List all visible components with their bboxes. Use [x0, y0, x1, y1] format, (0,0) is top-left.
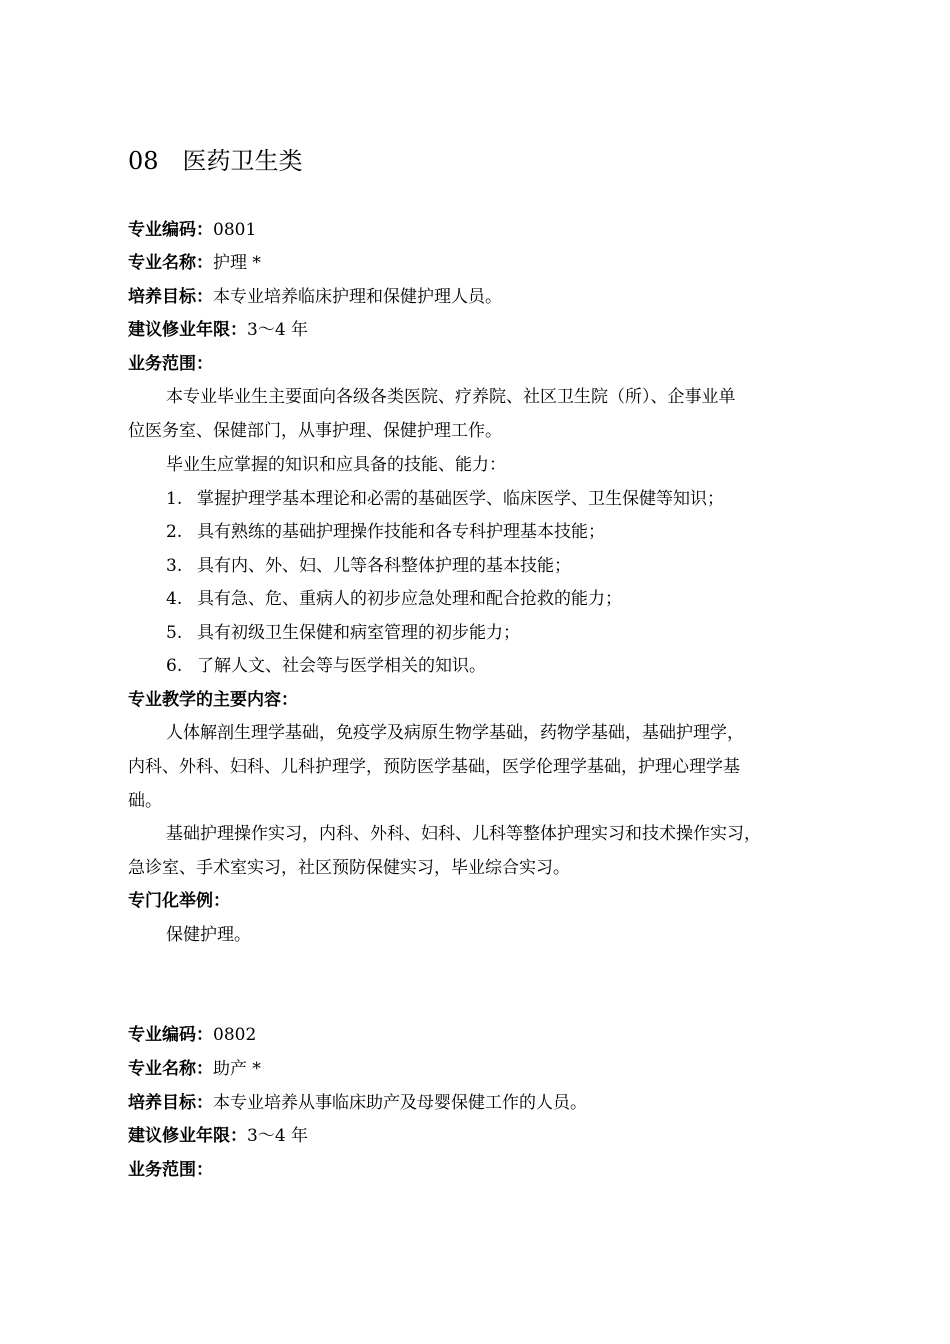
- teaching-paragraph-cont: 内科、外科、妇科、儿科护理学，预防医学基础，医学伦理学基础，护理心理学基: [128, 757, 740, 777]
- field-label: 专业编码：: [128, 220, 213, 240]
- skill-item: [166, 620, 520, 646]
- skill-text: 具有熟练的基础护理操作技能和各专科护理基本技能；: [197, 522, 605, 542]
- major-name: 护理 *: [213, 253, 261, 273]
- specialization-heading: [128, 888, 230, 914]
- study-years: 3～4 年: [247, 1126, 309, 1146]
- study-years: 3～4 年: [247, 320, 309, 340]
- training-goal: 本专业培养临床护理和保健护理人员。: [213, 287, 502, 307]
- skill-number: 1.: [166, 489, 183, 509]
- skill-text: 具有初级卫生保健和病室管理的初步能力；: [197, 623, 520, 643]
- scope-paragraph: 本专业毕业生主要面向各级各类医院、疗养院、社区卫生院（所）、企事业单: [166, 387, 736, 407]
- teaching-paragraph: 基础护理操作实习，内科、外科、妇科、儿科等整体护理实习和技术操作实习，: [166, 824, 761, 844]
- chapter-number: 08: [128, 147, 159, 175]
- study-years-line: [128, 317, 308, 343]
- skill-item: [166, 653, 486, 679]
- major-name: 助产 *: [213, 1059, 261, 1079]
- major-code: 0802: [213, 1025, 257, 1045]
- skill-item: [166, 519, 605, 545]
- skill-number: 3.: [166, 556, 183, 576]
- field-label: 业务范围：: [128, 1160, 213, 1180]
- field-label: 培养目标：: [128, 1093, 213, 1113]
- field-label: 专业编码：: [128, 1025, 213, 1045]
- major-name-line: [128, 250, 261, 276]
- field-label: 专业教学的主要内容：: [128, 690, 298, 710]
- teaching-paragraph-cont: 急诊室、手术室实习，社区预防保健实习，毕业综合实习。: [128, 858, 570, 878]
- field-label: 业务范围：: [128, 354, 213, 374]
- field-label: 建议修业年限：: [128, 1126, 247, 1146]
- skill-text: 掌握护理学基本理论和必需的基础医学、临床医学、卫生保健等知识；: [197, 489, 724, 509]
- field-label: 培养目标：: [128, 287, 213, 307]
- field-label: 专业名称：: [128, 1059, 213, 1079]
- chapter-title: 医药卫生类: [182, 147, 303, 175]
- skill-text: 了解人文、社会等与医学相关的知识。: [197, 656, 486, 676]
- specialization-text: 保健护理。: [166, 925, 251, 945]
- training-goal-line: [128, 284, 502, 310]
- skill-item: [166, 486, 724, 512]
- major-code: 0801: [213, 220, 257, 240]
- business-scope-heading: [128, 1157, 213, 1183]
- teaching-paragraph: 人体解剖生理学基础，免疫学及病原生物学基础，药物学基础，基础护理学，: [166, 723, 744, 743]
- chapter-heading: [128, 145, 303, 177]
- training-goal-line: [128, 1090, 587, 1116]
- teaching-content-heading: [128, 687, 298, 713]
- skill-text: 具有内、外、妇、儿等各科整体护理的基本技能；: [197, 556, 571, 576]
- skill-number: 4.: [166, 589, 183, 609]
- field-label: 专门化举例：: [128, 891, 230, 911]
- skill-number: 5.: [166, 623, 183, 643]
- study-years-line: [128, 1123, 308, 1149]
- major-code-line: [128, 1022, 256, 1048]
- skill-item: [166, 586, 622, 612]
- major-name-line: [128, 1056, 261, 1082]
- skill-item: [166, 553, 571, 579]
- skill-text: 具有急、危、重病人的初步应急处理和配合抢救的能力；: [197, 589, 622, 609]
- field-label: 专业名称：: [128, 253, 213, 273]
- skill-number: 2.: [166, 522, 183, 542]
- training-goal: 本专业培养从事临床助产及母婴保健工作的人员。: [213, 1093, 587, 1113]
- teaching-paragraph-cont: 础。: [128, 791, 162, 811]
- field-label: 建议修业年限：: [128, 320, 247, 340]
- business-scope-heading: [128, 351, 213, 377]
- skill-number: 6.: [166, 656, 183, 676]
- skills-intro: 毕业生应掌握的知识和应具备的技能、能力：: [166, 455, 506, 475]
- major-code-line: [128, 217, 256, 243]
- scope-paragraph-cont: 位医务室、保健部门，从事护理、保健护理工作。: [128, 421, 502, 441]
